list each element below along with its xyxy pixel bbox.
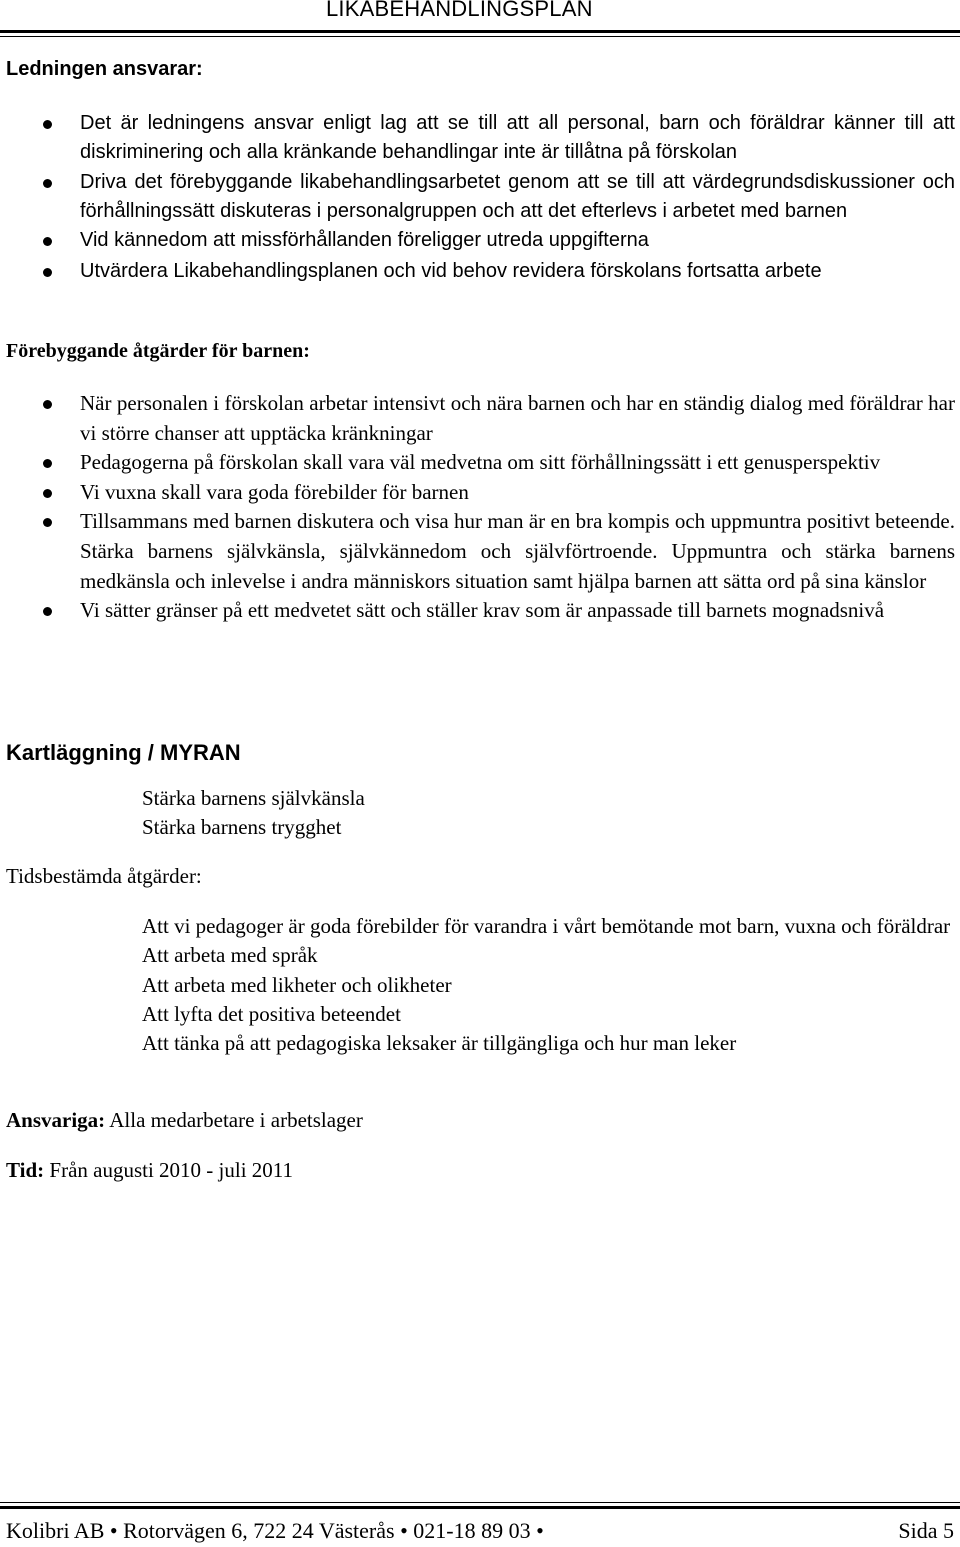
- responsible-value: Alla medarbetare i arbetslager: [109, 1108, 363, 1132]
- bullet-icon: [43, 607, 52, 616]
- list-item-text: När personalen i förskolan arbetar intensivt och nära barnen och har en ständig dialog med föräldrar har vi större chanser att upptäcka kränkningar: [80, 391, 955, 445]
- bullet-icon: [43, 489, 52, 498]
- bullet-icon: [43, 400, 52, 409]
- measure-item: Att arbeta med likheter och olikheter: [142, 972, 452, 997]
- goal-item: Stärka barnens självkänsla: [142, 786, 365, 810]
- bullet-icon: [43, 179, 52, 188]
- list-item: [0, 596, 960, 626]
- management-responsibilities-list: [0, 109, 960, 287]
- section-heading-management: Ledningen ansvarar:: [6, 58, 203, 80]
- list-item-text: Vi sätter gränser på ett medvetet sätt och ställer krav som är anpassade till barnets mognadsnivå: [80, 598, 885, 623]
- time-row: [6, 1158, 293, 1183]
- time-value: Från augusti 2010 - juli 2011: [49, 1158, 294, 1182]
- document-header-title: LIKABEHANDLINGSPLAN: [326, 0, 593, 21]
- bullet-icon: [43, 518, 52, 527]
- preventive-measures-list: [0, 389, 960, 626]
- list-item: [0, 448, 960, 478]
- footer-rule: [0, 1506, 960, 1509]
- list-item-text: Vi vuxna skall vara goda förebilder för barnen: [80, 479, 469, 504]
- list-item: [0, 226, 960, 255]
- goal-item: Stärka barnens trygghet: [142, 815, 342, 840]
- list-item: [0, 168, 960, 227]
- list-item-text: Pedagogerna på förskolan skall vara väl medvetna om sitt förhållningssätt i ett genusperspektiv: [80, 450, 881, 475]
- list-item: [0, 257, 960, 286]
- footer-page-number: Sida 5: [898, 1518, 954, 1543]
- time-label: Tid:: [6, 1158, 45, 1182]
- list-item: [0, 478, 960, 508]
- list-item: [0, 109, 960, 168]
- responsible-row: [6, 1108, 363, 1133]
- list-item-text: Utvärdera Likabehandlingsplanen och vid behov revidera förskolans fortsatta arbete: [80, 260, 822, 283]
- list-item-text: Tillsammans med barnen diskutera och visa hur man är en bra kompis och uppmuntra positivt beteende. Stärka barnens självkänsla, självkännedom och självförtroende. Uppmuntra och stärka barnens medkänsla och inlevelse i andra människors situation samt hjälpa barnen att sätta ord på sina känslor: [80, 509, 955, 593]
- footer-rule-thin: [0, 1502, 960, 1503]
- section-heading-mapping: Kartläggning / MYRAN: [6, 740, 241, 765]
- measure-item: Att vi pedagoger är goda förebilder för varandra i vårt bemötande mot barn, vuxna och föräldrar: [142, 914, 951, 938]
- responsible-label: Ansvariga:: [6, 1108, 106, 1132]
- bullet-icon: [43, 268, 52, 277]
- list-item-text: Driva det förebyggande likabehandlingsarbetet genom att se till att värdegrundsdiskussioner och förhållningssätt diskuteras i personalgruppen och att det efterlevs i arbetet med barnen: [80, 170, 955, 222]
- bullet-icon: [43, 237, 52, 246]
- bullet-icon: [43, 120, 52, 129]
- measure-item: Att lyfta det positiva beteendet: [142, 1001, 401, 1026]
- timed-measures-label: Tidsbestämda åtgärder:: [6, 864, 202, 888]
- bullet-icon: [43, 459, 52, 468]
- measure-item: Att arbeta med språk: [142, 943, 318, 968]
- measure-item: Att tänka på att pedagogiska leksaker är tillgängliga och hur man leker: [142, 1031, 737, 1056]
- section-heading-preventive: Förebyggande åtgärder för barnen:: [6, 340, 310, 362]
- goals-block: [142, 784, 955, 843]
- list-item: [0, 507, 960, 596]
- timed-measures-block: [142, 912, 955, 1058]
- header-rule: [0, 30, 960, 33]
- list-item-text: Vid kännedom att missförhållanden föreligger utreda uppgifterna: [80, 229, 649, 252]
- header-rule-thin: [0, 36, 960, 37]
- list-item-text: Det är ledningens ansvar enligt lag att se till att all personal, barn och föräldrar känner till att diskriminering och alla kränkande behandlingar inte är tillåtna på förskolan: [80, 112, 955, 164]
- list-item: [0, 389, 960, 448]
- footer-company-info: Kolibri AB • Rotorvägen 6, 722 24 Västerås • 021-18 89 03 •: [6, 1518, 544, 1543]
